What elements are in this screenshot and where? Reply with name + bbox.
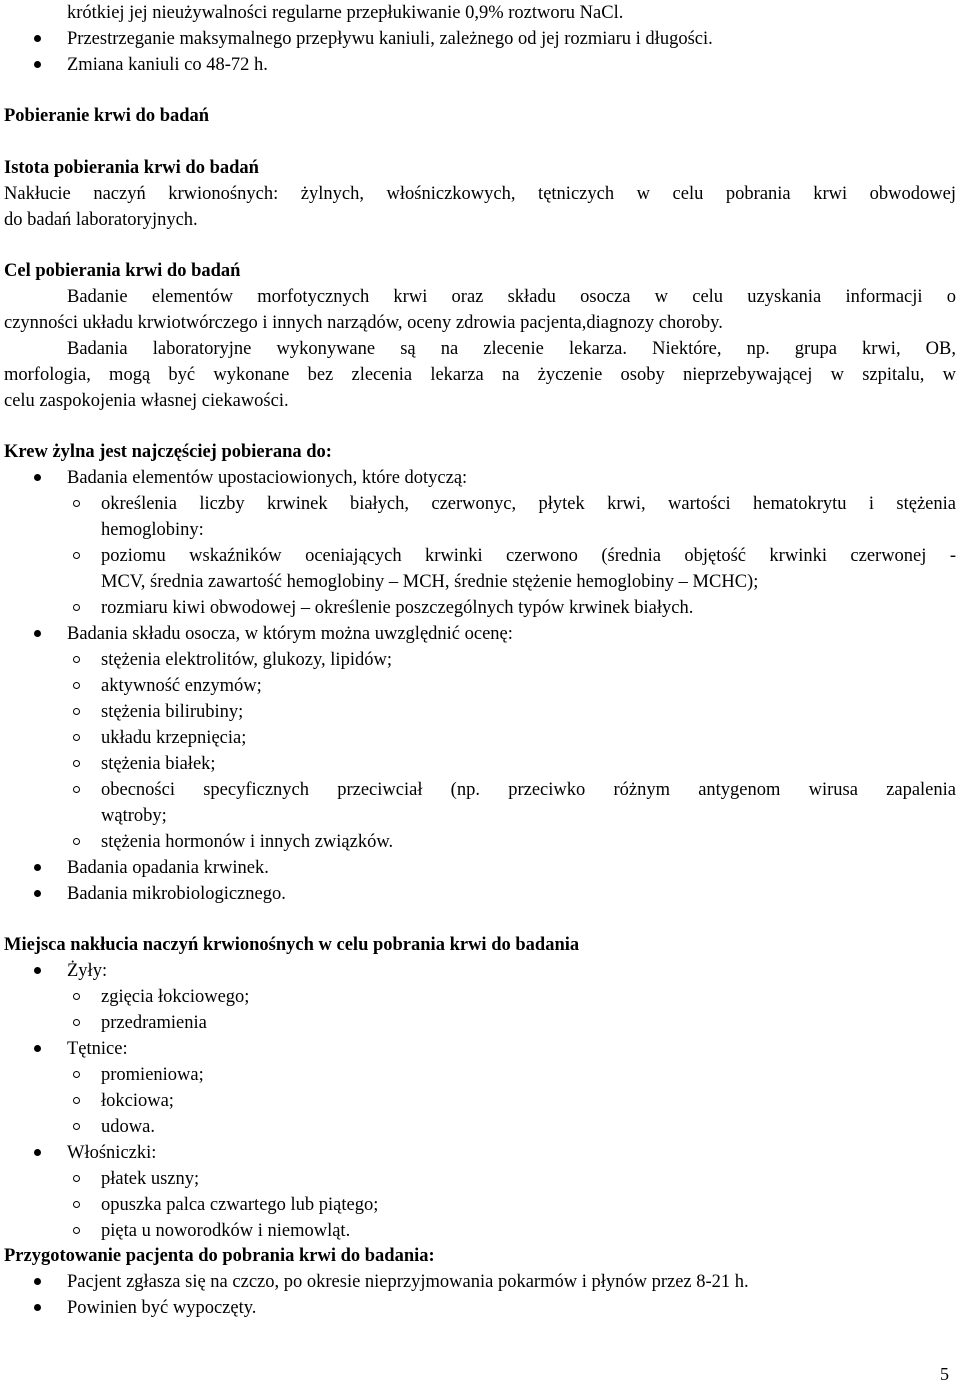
sub-list-item: układu krzepnięcia; <box>101 728 247 748</box>
circle-bullet-icon <box>73 760 80 767</box>
sub-list-item: opuszka palca czwartego lub piątego; <box>101 1195 379 1215</box>
circle-bullet-icon <box>73 1071 80 1078</box>
bullet-icon <box>34 1149 41 1156</box>
circle-bullet-icon <box>73 786 80 793</box>
circle-bullet-icon <box>73 1227 80 1234</box>
paragraph-line: do badań laboratoryjnych. <box>4 210 198 230</box>
paragraph-line: Nakłucie naczyń krwionośnych: żylnych, włośniczkowych, tętniczych w celu pobrania krwi obwodowej <box>4 184 956 204</box>
continuation-line: krótkiej jej nieużywalności regularne przepłukiwanie 0,9% roztworu NaCl. <box>67 3 624 23</box>
sub-list-item: łokciowa; <box>101 1091 174 1111</box>
bullet-icon <box>34 1278 41 1285</box>
subsection-heading: Przygotowanie pacjenta do pobrania krwi do badania: <box>4 1246 435 1266</box>
sub-list-item: poziomu wskaźników oceniających krwinki czerwono (średnia objętość krwinki czerwonej - <box>101 546 956 566</box>
sub-list-item: rozmiaru kiwi obwodowej – określenie poszczególnych typów krwinek białych. <box>101 598 694 618</box>
bullet-icon <box>34 890 41 897</box>
bullet-icon <box>34 35 41 42</box>
bullet-icon <box>34 1045 41 1052</box>
paragraph-line: Badanie elementów morfotycznych krwi oraz składu osocza w celu uzyskania informacji o <box>67 287 956 307</box>
sub-list-item: aktywność enzymów; <box>101 676 262 696</box>
sub-list-item: stężenia hormonów i innych związków. <box>101 832 394 852</box>
subsection-heading: Istota pobierania krwi do badań <box>4 158 259 178</box>
circle-bullet-icon <box>73 500 80 507</box>
bullet-icon <box>34 967 41 974</box>
subsection-heading: Miejsca nakłucia naczyń krwionośnych w celu pobrania krwi do badania <box>4 935 580 955</box>
circle-bullet-icon <box>73 1201 80 1208</box>
list-item: Włośniczki: <box>67 1143 157 1163</box>
paragraph-line: celu zaspokojenia własnej ciekawości. <box>4 391 289 411</box>
list-item: Badania opadania krwinek. <box>67 858 269 878</box>
subsection-heading: Cel pobierania krwi do badań <box>4 261 241 281</box>
circle-bullet-icon <box>73 1123 80 1130</box>
bullet-icon <box>34 630 41 637</box>
sub-list-item: przedramienia <box>101 1013 207 1033</box>
page-number: 5 <box>940 1364 949 1384</box>
section-heading: Pobieranie krwi do badań <box>4 106 210 126</box>
circle-bullet-icon <box>73 734 80 741</box>
bullet-icon <box>34 61 41 68</box>
list-item: Przestrzeganie maksymalnego przepływu kaniuli, zależnego od jej rozmiaru i długości. <box>67 29 713 49</box>
sub-list-item: stężenia białek; <box>101 754 216 774</box>
sub-list-item: zgięcia łokciowego; <box>101 987 250 1007</box>
bullet-icon <box>34 864 41 871</box>
list-item: Badania składu osocza, w którym można uwzględnić ocenę: <box>67 624 513 644</box>
subsection-heading: Krew żylna jest najczęściej pobierana do: <box>4 442 332 462</box>
paragraph-line: Badania laboratoryjne wykonywane są na zlecenie lekarza. Niektóre, np. grupa krwi, OB, <box>67 339 956 359</box>
circle-bullet-icon <box>73 604 80 611</box>
sub-list-item: stężenia elektrolitów, glukozy, lipidów; <box>101 650 392 670</box>
circle-bullet-icon <box>73 1019 80 1026</box>
paragraph-line: morfologia, mogą być wykonane bez zlecenia lekarza na życzenie osoby nieprzebywającej w szpitalu, w <box>4 365 956 385</box>
circle-bullet-icon <box>73 708 80 715</box>
circle-bullet-icon <box>73 838 80 845</box>
list-item: Pacjent zgłasza się na czczo, po okresie nieprzyjmowania pokarmów i płynów przez 8-21 h. <box>67 1272 749 1292</box>
circle-bullet-icon <box>73 1175 80 1182</box>
list-item: Powinien być wypoczęty. <box>67 1298 257 1318</box>
list-item: Zmiana kaniuli co 48-72 h. <box>67 55 268 75</box>
circle-bullet-icon <box>73 993 80 1000</box>
circle-bullet-icon <box>73 552 80 559</box>
list-item: Tętnice: <box>67 1039 128 1059</box>
list-item: Badania mikrobiologicznego. <box>67 884 286 904</box>
sub-list-item: pięta u noworodków i niemowląt. <box>101 1221 351 1241</box>
paragraph-line: czynności układu krwiotwórczego i innych narządów, oceny zdrowia pacjenta,diagnozy choroby. <box>4 313 723 333</box>
sub-list-item: określenia liczby krwinek białych, czerwonyc, płytek krwi, wartości hematokrytu i stężenia <box>101 494 956 514</box>
list-item: Żyły: <box>67 961 108 981</box>
bullet-icon <box>34 1304 41 1311</box>
bullet-icon <box>34 474 41 481</box>
circle-bullet-icon <box>73 1097 80 1104</box>
sub-list-item: płatek uszny; <box>101 1169 200 1189</box>
sub-list-item: wątroby; <box>101 806 167 826</box>
sub-list-item: obecności specyficznych przeciwciał (np. przeciwko różnym antygenom wirusa zapalenia <box>101 780 956 800</box>
circle-bullet-icon <box>73 682 80 689</box>
sub-list-item: promieniowa; <box>101 1065 204 1085</box>
sub-list-item: MCV, średnia zawartość hemoglobiny – MCH, średnie stężenie hemoglobiny – MCHC); <box>101 572 759 592</box>
sub-list-item: hemoglobiny: <box>101 520 204 540</box>
sub-list-item: udowa. <box>101 1117 155 1137</box>
sub-list-item: stężenia bilirubiny; <box>101 702 244 722</box>
list-item: Badania elementów upostaciowionych, które dotyczą: <box>67 468 468 488</box>
circle-bullet-icon <box>73 656 80 663</box>
